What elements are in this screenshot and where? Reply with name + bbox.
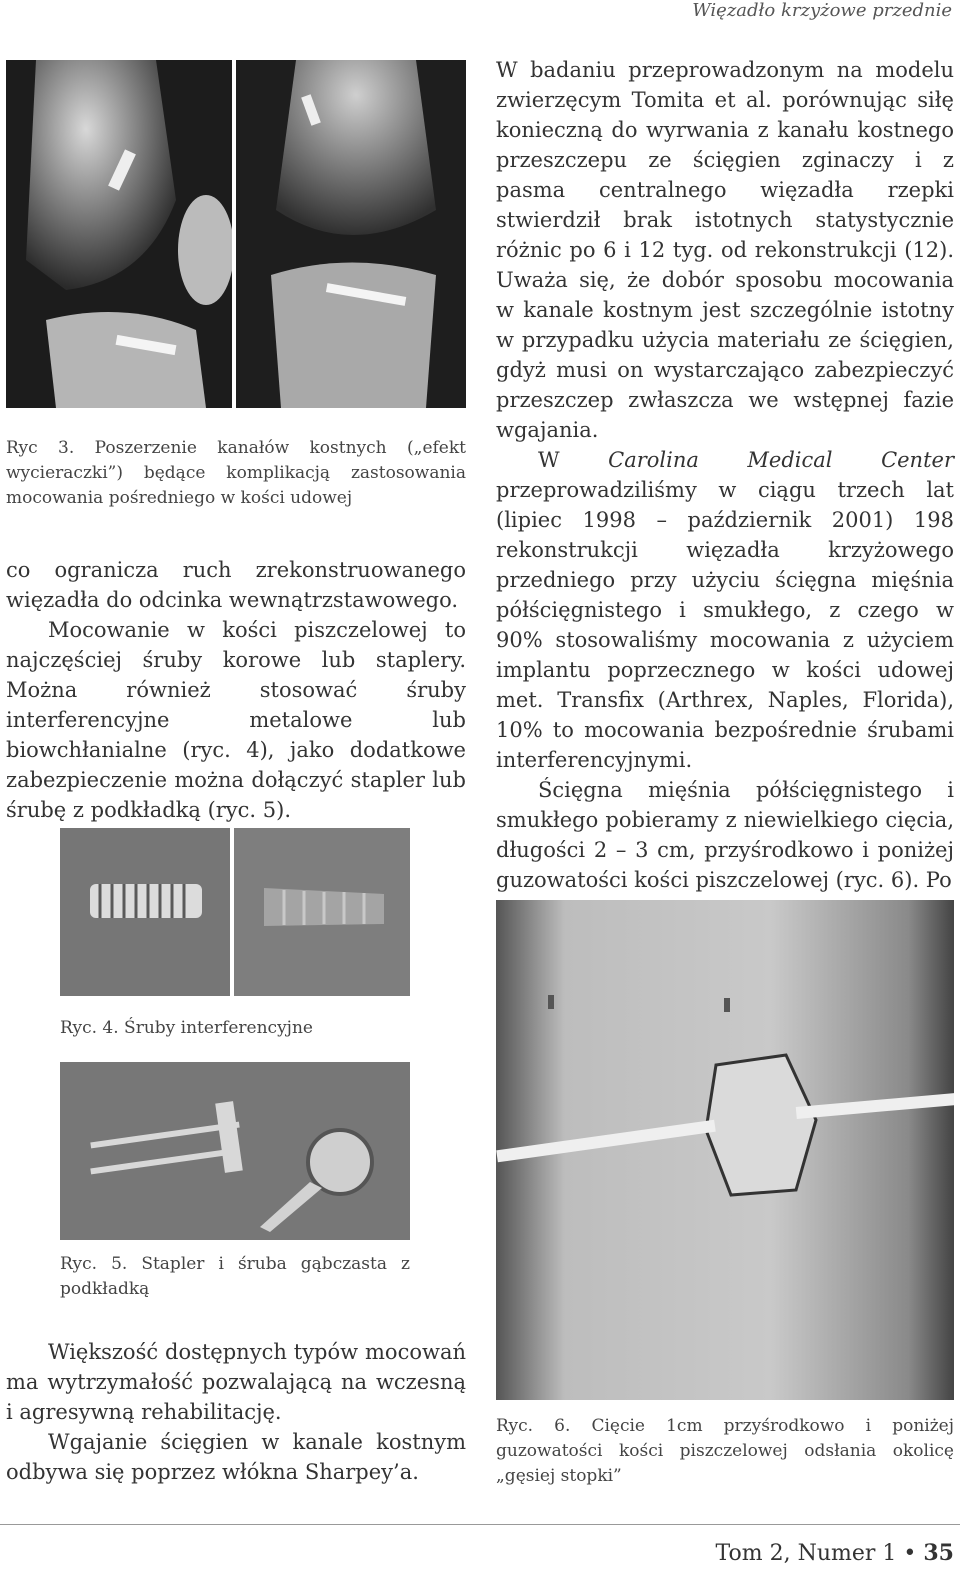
figure-5-caption: Ryc. 5. Stapler i śruba gąbczasta z podkładką (60, 1254, 410, 1299)
page-footer (716, 1540, 954, 1566)
left-column-text-top (6, 555, 466, 825)
paragraph: W Carolina Medical Center przeprowadziliśmy w ciągu trzech lat (lipiec 1998 – październik 2001) 198 rekonstrukcji więzadła krzyżowego przedniego przy użyciu ścięgna mięśnia półścięgnistego i smukłego, z czego w 90% stosowaliśmy mocowania z użyciem implantu poprzecznego w kości udowej met. Transfix (Arthrex, Naples, Florida), 10% to mocowania bezpośrednie śrubami interferencyjnymi. (496, 448, 954, 772)
paragraph: W badaniu przeprowadzonym na modelu zwierzęcym Tomita et al. porównując siłę konieczną do wyrwania z kanału kostnego przeszczepu ze ścięgien zginaczy i z pasma centralnego więzadła rzepki stwierdził brak istotnych statystycznie różnic po 6 i 12 tyg. od rekonstrukcji (12). Uważa się, że dobór sposobu mocowania w kanale kostnym jest szczególnie istotny w przypadku użycia materiału ze ścięgien, gdyż musi on wystarczająco zabezpieczyć przeszczep zwłaszcza we wstępnej fazie wgajania. (496, 58, 954, 442)
figure-4-caption: Ryc. 4. Śruby interferencyjne (60, 1018, 313, 1038)
right-column-text (496, 55, 954, 895)
figure-6-surgical-photo (496, 900, 954, 1400)
paragraph: Mocowanie w kości piszczelowej to najczęściej śruby korowe lub staplery. Można również stosować śruby interferencyjne metalowe lub biowchłanialne (ryc. 4), jako dodatkowe zabezpieczenie można dołączyć stapler lub śrubę z podkładką (ryc. 5). (6, 618, 466, 822)
figure-4-image-metal-screw (60, 828, 230, 996)
bullet: • (903, 1541, 917, 1566)
issue-label: Tom 2, Numer 1 (715, 1541, 897, 1566)
left-column-text-bottom (6, 1337, 466, 1487)
figure-5-image-stapler (60, 1062, 410, 1240)
paragraph: Większość dostępnych typów mocowań ma wytrzymałość pozwalającą na wczesną i agresywną rehabilitację. (6, 1340, 466, 1424)
institution-name: Carolina Medical Center (608, 448, 954, 472)
figure-6-caption: Ryc. 6. Cięcie 1cm przyśrodkowo i poniżej guzowatości kości piszczelowej odsłania okolicę „gęsiej stopki” (496, 1416, 954, 1486)
figure-3-xray-lateral (6, 60, 232, 408)
figure-3-xray-ap (236, 60, 466, 408)
page-number: 35 (923, 1540, 954, 1566)
running-title: Więzadło krzyżowe przednie (692, 0, 952, 21)
figure-4-image-bioabsorbable-screw (234, 828, 410, 996)
paragraph: Wgajanie ścięgien w kanale kostnym odbywa się poprzez włókna Sharpey’a. (6, 1430, 466, 1484)
paragraph: Ścięgna mięśnia półścięgnistego i smukłego pobieramy z niewielkiego cięcia, długości 2 – 3 cm, przyśrodkowo i poniżej guzowatości kości piszczelowej (ryc. 6). Po (496, 778, 954, 892)
figure-3-caption: Ryc 3. Poszerzenie kanałów kostnych („efekt wycieraczki”) będące komplikacją zastosowania mocowania pośredniego w kości udowej (6, 438, 466, 508)
footer-divider (0, 1524, 960, 1525)
paragraph: co ogranicza ruch zrekonstruowanego więzadła do odcinka wewnątrzstawowego. (6, 558, 466, 612)
